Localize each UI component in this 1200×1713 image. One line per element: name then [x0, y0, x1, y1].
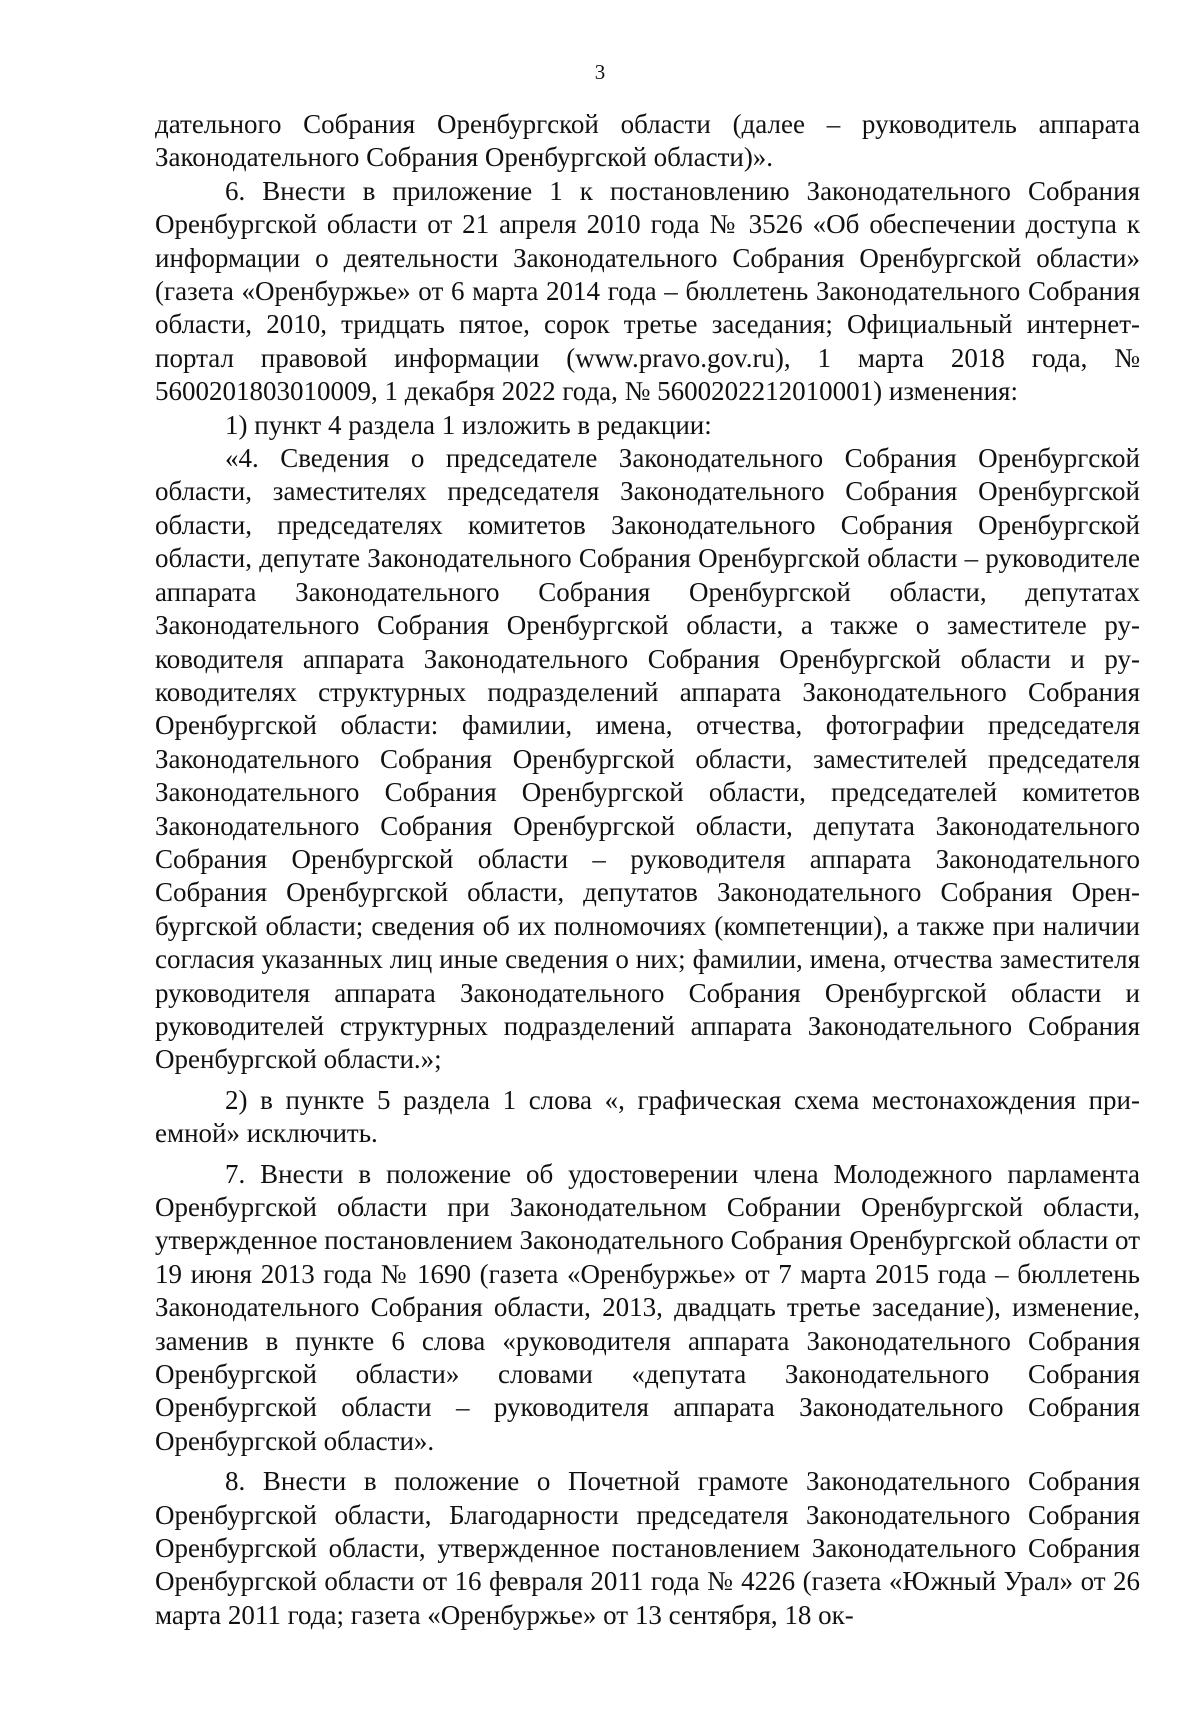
page-number: 3 [594, 60, 606, 84]
paragraph-item-8: 8. Внести в положение о Почетной грамоте Законодательного Собрания Оренбургской области, Благодарности председателя Законодательного Собрания Оренбургской области, утвержденное постановлением Законодательного Собрания Оренбургской области от 16 февраля 2011 года № 4226 (газета «Южный Урал» от 26 марта 2011 года; газета «Оренбуржье» от 13 сентября, 18 ок- [155, 1466, 1140, 1630]
paragraph-item-6: 6. Внести в приложение 1 к постановлению Законодательного Собрания Оренбургской области от 21 апреля 2010 года № 3526 «Об обеспечении доступа к информации о деятельности Законодательного Собрания Оренбургской области» (газета «Оренбуржье» от 6 марта 2014 года – бюллетень Законодательного Собрания области, 2010, тридцать пятое, сорок третье заседания; Официальный интернет-портал правовой информации (www.pravo.gov.ru), 1 марта 2018 года, № 5600201803010009, 1 декабря 2022 года, № 5600202212010001) изменения: [155, 175, 1140, 407]
paragraph-continuation: дательного Собрания Оренбургской области (далее – руководитель аппарата Законодательного Собрания Оренбургской области)». [155, 109, 1140, 173]
paragraph-subitem-2: 2) в пункте 5 раздела 1 слова «, графическая схема местонахождения приемной» исключить. [155, 1084, 1140, 1149]
paragraph-item-7: 7. Внести в положение об удостоверении члена Молодежного парламента Оренбургской области при Законодательном Собрании Оренбургской области, утвержденное постановлением Законодательного Собрания Оренбургской области от 19 июня 2013 года № 1690 (газета «Оренбуржье» от 7 марта 2015 года – бюллетень Законодательного Собрания области, 2013, двадцать третье заседание), изменение, заменив в пункте 6 слова «руководителя аппарата Законодательного Собрания Оренбургской области» словами «депутата Законодательного Собрания Оренбургской области – руководителя аппарата Законодательного Собрания Оренбургской области». [155, 1158, 1140, 1456]
paragraph-quoted-point-4: «4. Сведения о председателе Законодательного Собрания Оренбургской области, заместителях председателя Законодательного Собрания Оренбургской области, председателях комитетов Законодательного Собрания Оренбургской области, депутате Законодательного Собрания Оренбургской области – руководителе аппарата Законодательного Собрания Оренбургской области, депутатах Законодательного Собрания Оренбургской области, а также о заместителе руководителя аппарата Законодательного Собрания Оренбургской области и руководителях структурных подразделений аппарата Законодательного Собрания Оренбургской области: фамилии, имена, отчества, фотографии председателя Законодательного Собрания Оренбургской области, заместителей председателя Законодательного Собрания Оренбургской области, председателей комитетов Законодательного Собрания Оренбургской области, депутата Законодательного Собрания Оренбургской области – руководителя аппарата Законодательного Собрания Оренбургской области, депутатов Законодательного Собрания Оренбургской области; сведения об их полномочиях (компетенции), а также при наличии согласия указанных лиц иные сведения о них; фамилии, имена, отчества заместителя руководителя аппарата Законодательного Собрания Оренбургской области и руководителей структурных подразделений аппарата Законодательного Собрания Оренбургской области.»; [155, 443, 1140, 1075]
document-body [155, 108, 1140, 1632]
paragraph-subitem-1: 1) пункт 4 раздела 1 изложить в редакции: [225, 409, 712, 440]
